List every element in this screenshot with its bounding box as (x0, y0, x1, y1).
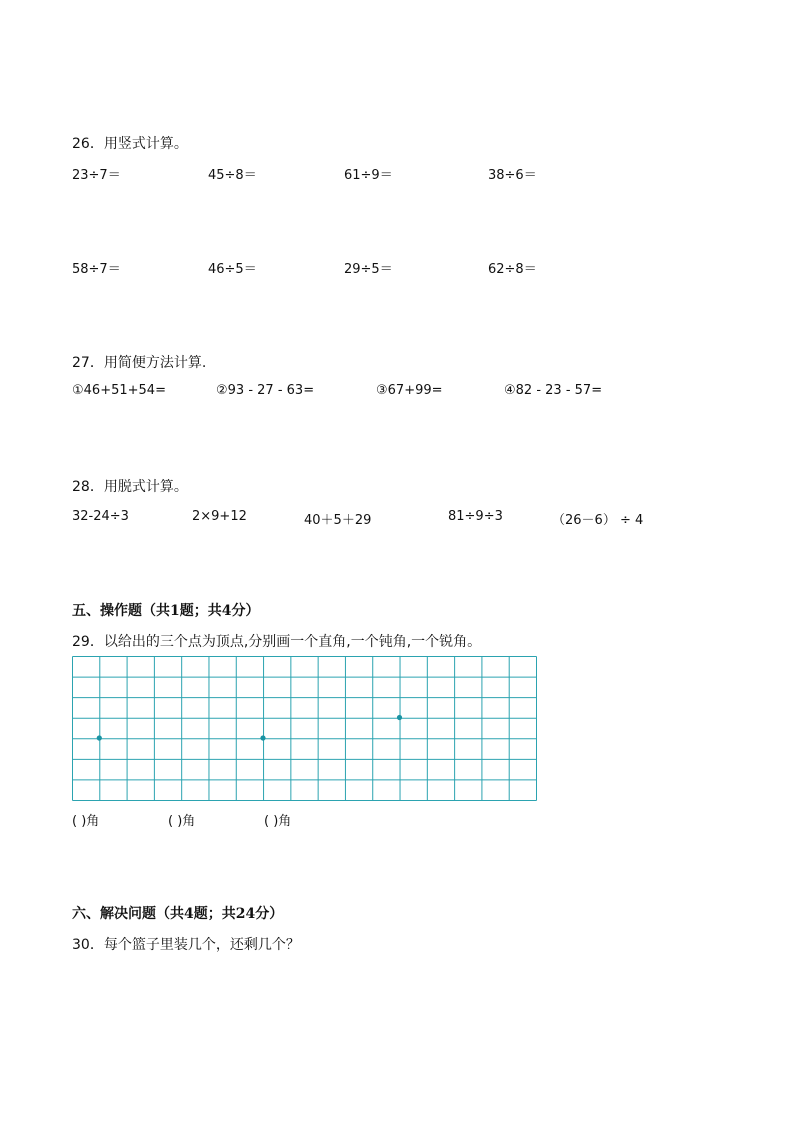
q28-title: 28．用脱式计算。 (72, 479, 188, 495)
section-6-heading: 六、解决问题（共4题；共24分） (72, 906, 284, 922)
grid-lines (73, 657, 537, 801)
q27-item-2: ②93 - 27 - 63= (216, 383, 315, 398)
q26-item-7: 29÷5＝ (344, 262, 393, 277)
q26-item-1: 23÷7＝ (72, 168, 121, 183)
angle-blank-3[interactable]: ( )角 (264, 814, 292, 829)
q29-title: 29．以给出的三个点为顶点,分别画一个直角,一个钝角,一个锐角。 (72, 634, 482, 650)
angle-blank-2[interactable]: ( )角 (168, 814, 196, 829)
q27-title: 27．用简便方法计算. (72, 355, 207, 371)
q27-item-4: ④82 - 23 - 57= (504, 383, 603, 398)
q28-item-1: 32-24÷3 (72, 509, 129, 524)
q26-item-2: 45÷8＝ (208, 168, 257, 183)
q28-item-2: 2×9+12 (192, 509, 247, 524)
section-5-heading: 五、操作题（共1题；共4分） (72, 603, 260, 619)
dot-grid[interactable] (72, 656, 537, 802)
q27-item-1: ①46+51+54= (72, 383, 166, 398)
q26-item-4: 38÷6＝ (488, 168, 537, 183)
q30-title: 30．每个篮子里装几个，还剩几个？ (72, 937, 300, 953)
q28-item-5: （26－6） ÷ 4 (552, 513, 644, 528)
q26-item-3: 61÷9＝ (344, 168, 393, 183)
vertex-dot-2[interactable] (260, 735, 265, 740)
q27-item-3: ③67+99= (376, 383, 443, 398)
vertex-dot-1[interactable] (97, 735, 102, 740)
q26-item-6: 46÷5＝ (208, 262, 257, 277)
q26-item-8: 62÷8＝ (488, 262, 537, 277)
q26-title: 26．用竖式计算。 (72, 136, 188, 152)
angle-blank-1[interactable]: ( )角 (72, 814, 100, 829)
q28-item-4: 81÷9÷3 (448, 509, 503, 524)
q26-item-5: 58÷7＝ (72, 262, 121, 277)
q28-item-3: 40＋5＋29 (304, 513, 372, 528)
vertex-dot-3[interactable] (397, 715, 402, 720)
